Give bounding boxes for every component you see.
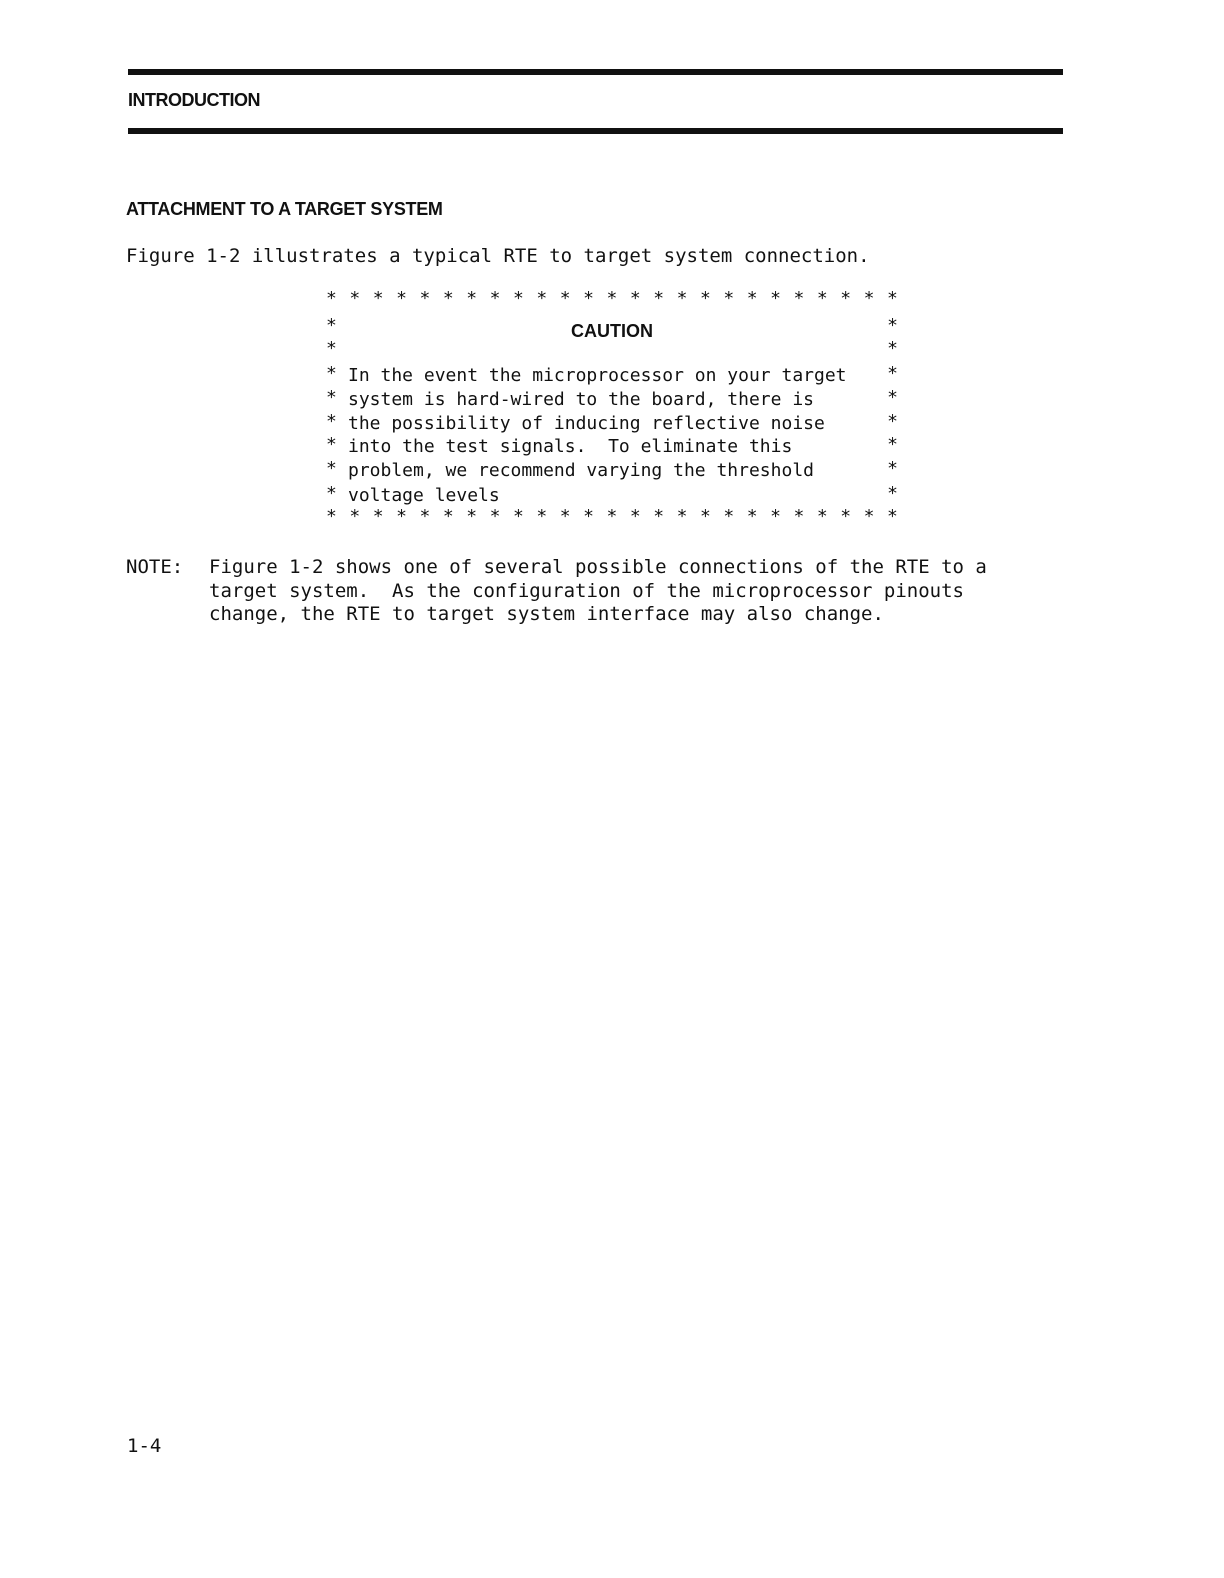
caution-border-star: * (396, 288, 407, 309)
note-line: Figure 1-2 shows one of several possible connections of the RTE to a (209, 556, 987, 578)
caution-border-star: * (816, 506, 828, 527)
caution-title: CAUTION (571, 321, 653, 341)
caution-border-star: * (372, 506, 384, 527)
caution-border-star: * (419, 288, 431, 309)
note-label: NOTE: (126, 556, 184, 578)
caution-border-star: * (723, 506, 735, 527)
caution-border-star: * (349, 288, 361, 309)
caution-border-star: * (419, 506, 431, 527)
caution-border-star: * (559, 506, 571, 527)
caution-border-star: * (326, 458, 337, 479)
caution-border-star: * (606, 506, 618, 527)
header-rule-bottom (128, 128, 1063, 134)
caution-border-star: * (887, 458, 898, 479)
caution-border-star: * (887, 363, 898, 384)
caution-border-star: * (466, 506, 478, 527)
caution-line: into the test signals. To eliminate this (348, 436, 793, 457)
caution-border-star: * (326, 411, 337, 432)
caution-border-star: * (489, 288, 501, 309)
caution-border-star: * (536, 506, 548, 527)
caution-border-star: * (676, 288, 688, 309)
caution-border-star: * (326, 506, 337, 527)
caution-border-star: * (629, 506, 641, 527)
intro-paragraph: Figure 1-2 illustrates a typical RTE to target system connection. (126, 245, 870, 267)
caution-border-star: * (840, 288, 852, 309)
caution-border-star: * (723, 288, 735, 309)
caution-line: the possibility of inducing reflective noise (348, 413, 825, 434)
caution-border-star: * (793, 506, 805, 527)
header-rule-top (128, 69, 1063, 75)
caution-border-star: * (863, 506, 875, 527)
caution-border-star: * (863, 288, 875, 309)
caution-box (326, 288, 898, 527)
caution-border-star: * (887, 315, 898, 336)
caution-border-star: * (536, 288, 548, 309)
caution-border-star: * (326, 483, 337, 504)
caution-border-star: * (466, 288, 478, 309)
caution-border-star: * (816, 288, 828, 309)
caution-border-star: * (746, 506, 758, 527)
caution-border-star: * (583, 506, 594, 527)
caution-border-star: * (326, 387, 337, 408)
caution-border-star: * (559, 288, 571, 309)
caution-border-star: * (349, 506, 361, 527)
caution-border-star: * (372, 288, 384, 309)
caution-border-star: * (840, 506, 852, 527)
caution-line: voltage levels (348, 485, 500, 506)
caution-border-star: * (887, 338, 898, 359)
caution-border-star: * (326, 363, 337, 384)
caution-border-star: * (746, 288, 758, 309)
caution-line: problem, we recommend varying the threshold (348, 460, 814, 481)
caution-border-star: * (887, 506, 898, 527)
caution-border-star: * (606, 288, 618, 309)
caution-border-star: * (583, 288, 594, 309)
caution-border-bottom (326, 508, 898, 526)
caution-border-star: * (887, 288, 898, 309)
page-number: 1-4 (127, 1435, 162, 1457)
caution-border-star: * (887, 434, 898, 455)
caution-border-star: * (676, 506, 688, 527)
caution-border-star: * (793, 288, 805, 309)
caution-border-top (326, 290, 898, 308)
note-line: change, the RTE to target system interface may also change. (209, 603, 884, 625)
note-line: target system. As the configuration of the microprocessor pinouts (209, 580, 964, 602)
caution-border-star: * (700, 506, 711, 527)
caution-border-star: * (700, 288, 711, 309)
caution-border-star: * (653, 506, 665, 527)
caution-border-star: * (653, 288, 665, 309)
caution-border-star: * (442, 288, 454, 309)
section-title: ATTACHMENT TO A TARGET SYSTEM (126, 199, 443, 219)
caution-border-star: * (887, 411, 898, 432)
caution-border-star: * (326, 315, 337, 336)
caution-line: In the event the microprocessor on your target (348, 365, 847, 386)
running-header: INTRODUCTION (128, 90, 260, 110)
caution-border-star: * (513, 288, 524, 309)
caution-border-star: * (442, 506, 454, 527)
caution-border-star: * (326, 434, 337, 455)
caution-border-star: * (629, 288, 641, 309)
caution-border-star: * (887, 387, 898, 408)
caution-border-star: * (326, 338, 337, 359)
caution-border-star: * (887, 483, 898, 504)
caution-border-star: * (326, 288, 337, 309)
caution-border-star: * (513, 506, 524, 527)
caution-border-star: * (770, 288, 781, 309)
caution-border-star: * (770, 506, 781, 527)
caution-border-star: * (489, 506, 501, 527)
caution-border-star: * (396, 506, 407, 527)
caution-line: system is hard-wired to the board, there is (348, 389, 814, 410)
